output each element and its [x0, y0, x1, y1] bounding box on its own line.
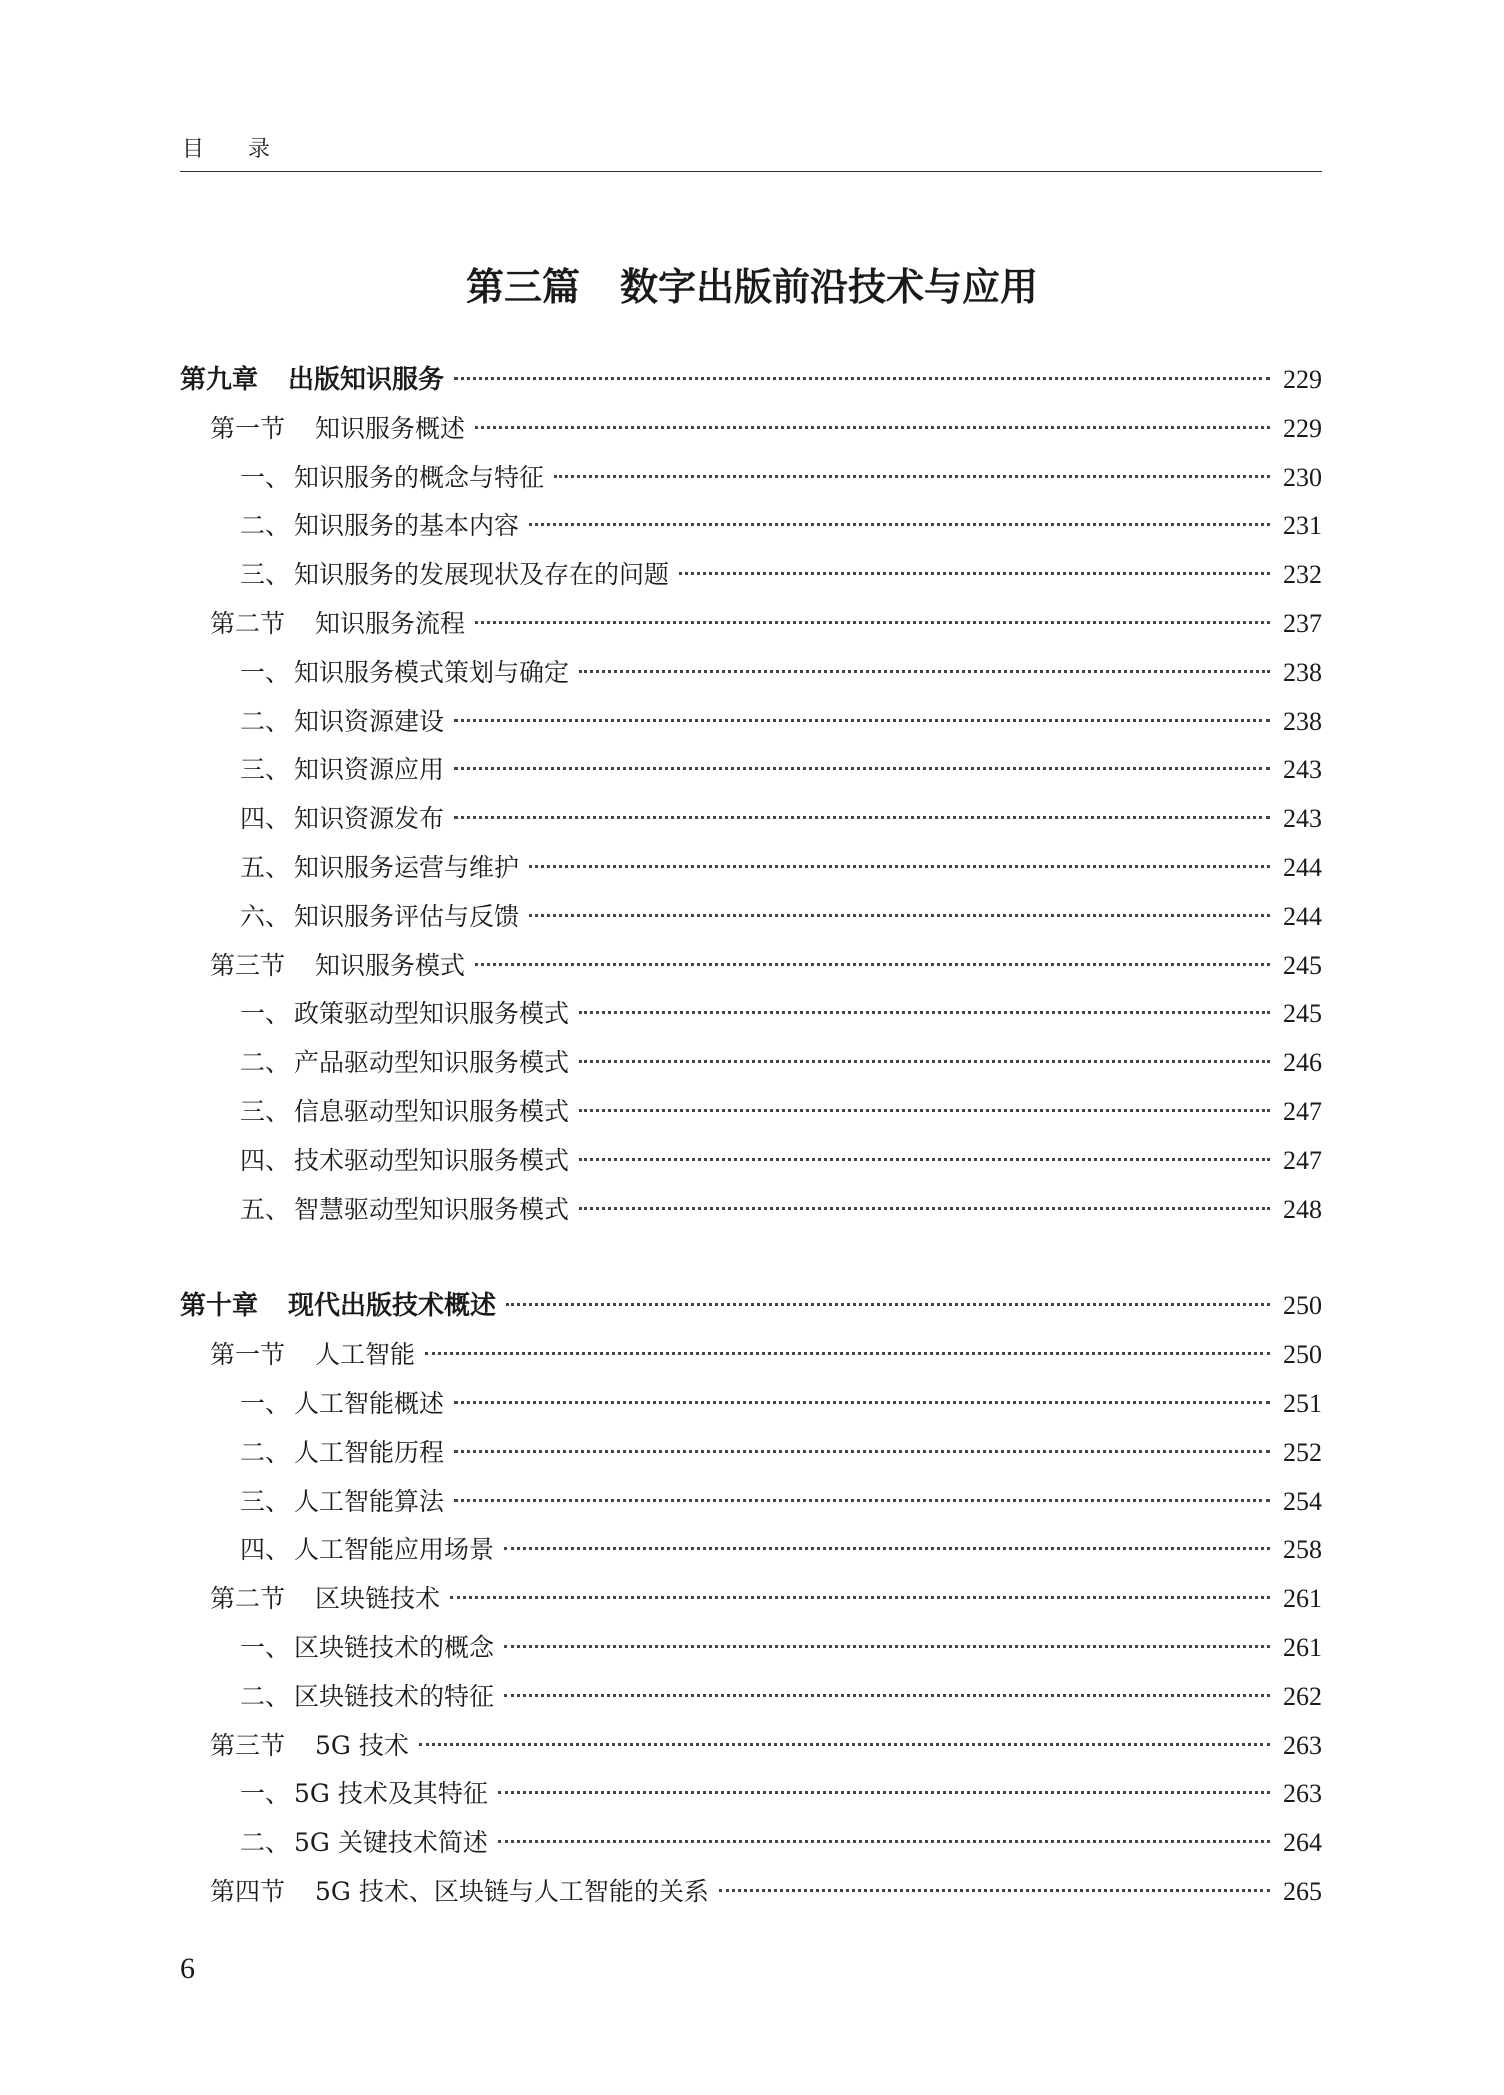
toc-entry-title: 产品驱动型知识服务模式: [294, 1048, 570, 1078]
toc-entry-number: 三、: [240, 755, 291, 785]
dot-leader: [475, 621, 1270, 624]
toc-entry-number: 二、: [240, 1681, 291, 1711]
dot-leader: [454, 377, 1270, 380]
header-rule: [180, 171, 1322, 172]
toc-subsection-entry: [180, 1137, 1322, 1186]
toc-entry-number: 第三节: [210, 950, 286, 980]
toc-entry-title: 5G 关键技术简述: [294, 1828, 488, 1858]
toc-entry-title: 知识资源应用: [294, 755, 445, 785]
toc-entry-number: 第二节: [210, 1584, 286, 1614]
dot-leader: [504, 1645, 1270, 1648]
toc-entry-page: 263: [1283, 1730, 1322, 1760]
toc-section-entry: [180, 1331, 1322, 1380]
toc-subsection-entry: [180, 454, 1322, 503]
dot-leader: [498, 1791, 1270, 1794]
toc-entry-title: 人工智能历程: [294, 1437, 445, 1467]
toc-entry-page: 245: [1283, 999, 1322, 1029]
toc-entry-page: 254: [1283, 1486, 1322, 1516]
dot-leader: [579, 1158, 1270, 1161]
toc-entry-number: 第十章: [180, 1291, 259, 1322]
toc-subsection-entry: [180, 1429, 1322, 1478]
toc-entry-title: 区块链技术: [315, 1584, 441, 1614]
toc-entry-number: 四、: [240, 1145, 291, 1175]
dot-leader: [454, 1499, 1270, 1502]
toc-entry-page: 237: [1283, 608, 1322, 638]
toc-subsection-entry: [180, 1088, 1322, 1137]
toc-entry-page: 262: [1283, 1681, 1322, 1711]
table-of-contents: [180, 356, 1322, 1917]
dot-leader: [554, 475, 1270, 478]
toc-entry-page: 251: [1283, 1388, 1322, 1418]
toc-subsection-entry: [180, 1673, 1322, 1722]
toc-entry-title: 人工智能应用场景: [294, 1535, 495, 1565]
toc-entry-title: 人工智能: [315, 1340, 416, 1370]
toc-entry-title: 知识资源建设: [294, 706, 445, 736]
toc-entry-number: 四、: [240, 1535, 291, 1565]
toc-entry-page: 252: [1283, 1437, 1322, 1467]
dot-leader: [529, 914, 1270, 917]
toc-entry-page: 246: [1283, 1048, 1322, 1078]
toc-entry-title: 人工智能算法: [294, 1486, 445, 1516]
toc-subsection-entry: [180, 1186, 1322, 1235]
toc-entry-page: 238: [1283, 657, 1322, 687]
toc-entry-title: 智慧驱动型知识服务模式: [294, 1194, 570, 1224]
toc-entry-number: 二、: [240, 706, 291, 736]
toc-entry-title: 区块链技术的特征: [294, 1681, 495, 1711]
toc-entry-page: 258: [1283, 1535, 1322, 1565]
toc-chapter-entry: [180, 356, 1322, 405]
toc-subsection-entry: [180, 844, 1322, 893]
dot-leader: [579, 1207, 1270, 1210]
toc-subsection-entry: [180, 990, 1322, 1039]
toc-section-entry: [180, 942, 1322, 991]
toc-section-entry: [180, 1575, 1322, 1624]
toc-entry-title: 知识服务评估与反馈: [294, 901, 520, 931]
toc-section-entry: [180, 405, 1322, 454]
toc-chapter-entry: [180, 1282, 1322, 1331]
toc-entry-page: 250: [1283, 1340, 1322, 1370]
toc-entry-page: 232: [1283, 560, 1322, 590]
toc-entry-page: 263: [1283, 1779, 1322, 1809]
dot-leader: [419, 1743, 1270, 1746]
toc-entry-title: 5G 技术、区块链与人工智能的关系: [315, 1876, 709, 1906]
toc-subsection-entry: [180, 1624, 1322, 1673]
toc-subsection-entry: [180, 1478, 1322, 1527]
toc-subsection-entry: [180, 649, 1322, 698]
toc-entry-number: 四、: [240, 804, 291, 834]
dot-leader: [579, 1011, 1270, 1014]
toc-section-entry: [180, 600, 1322, 649]
toc-entry-page: 245: [1283, 950, 1322, 980]
toc-entry-number: 五、: [240, 1194, 291, 1224]
toc-subsection-entry: [180, 502, 1322, 551]
dot-leader: [475, 963, 1270, 966]
toc-entry-number: 二、: [240, 511, 291, 541]
dot-leader: [475, 426, 1270, 429]
toc-subsection-entry: [180, 893, 1322, 942]
toc-entry-page: 238: [1283, 706, 1322, 736]
dot-leader: [529, 865, 1270, 868]
toc-subsection-entry: [180, 1039, 1322, 1088]
toc-entry-number: 第四节: [210, 1876, 286, 1906]
dot-leader: [504, 1547, 1270, 1550]
dot-leader: [719, 1889, 1270, 1892]
dot-leader: [579, 670, 1270, 673]
toc-entry-number: 一、: [240, 1388, 291, 1418]
toc-entry-number: 二、: [240, 1437, 291, 1467]
toc-entry-number: 二、: [240, 1828, 291, 1858]
toc-entry-number: 一、: [240, 999, 291, 1029]
toc-entry-number: 三、: [240, 560, 291, 590]
toc-entry-page: 250: [1283, 1291, 1322, 1321]
toc-subsection-entry: [180, 1380, 1322, 1429]
toc-entry-page: 229: [1283, 413, 1322, 443]
dot-leader: [454, 1450, 1270, 1453]
toc-entry-title: 知识服务流程: [315, 608, 466, 638]
toc-entry-number: 一、: [240, 1632, 291, 1662]
toc-entry-title: 信息驱动型知识服务模式: [294, 1096, 570, 1126]
dot-leader: [506, 1303, 1270, 1306]
dot-leader: [498, 1840, 1270, 1843]
toc-entry-page: 261: [1283, 1584, 1322, 1614]
dot-leader: [454, 767, 1270, 770]
toc-entry-page: 231: [1283, 511, 1322, 541]
dot-leader: [454, 719, 1270, 722]
toc-entry-title: 区块链技术的概念: [294, 1632, 495, 1662]
toc-subsection-entry: [180, 698, 1322, 747]
toc-entry-page: 248: [1283, 1194, 1322, 1224]
part-title-text: 数字出版前沿技术与应用: [620, 265, 1039, 309]
toc-entry-page: 244: [1283, 852, 1322, 882]
toc-entry-number: 第三节: [210, 1730, 286, 1760]
toc-entry-title: 5G 技术及其特征: [294, 1779, 488, 1809]
toc-entry-page: 244: [1283, 901, 1322, 931]
toc-entry-title: 政策驱动型知识服务模式: [294, 999, 570, 1029]
dot-leader: [450, 1596, 1270, 1599]
toc-subsection-entry: [180, 551, 1322, 600]
running-header: 目录: [182, 137, 315, 162]
toc-entry-title: 现代出版技术概述: [288, 1291, 497, 1322]
dot-leader: [579, 1060, 1270, 1063]
toc-entry-page: 264: [1283, 1828, 1322, 1858]
toc-entry-title: 知识服务概述: [315, 413, 466, 443]
dot-leader: [425, 1352, 1270, 1355]
dot-leader: [579, 1109, 1270, 1112]
toc-entry-title: 知识服务模式策划与确定: [294, 657, 570, 687]
toc-entry-title: 知识服务模式: [315, 950, 466, 980]
toc-entry-number: 六、: [240, 901, 291, 931]
toc-section-entry: [180, 1722, 1322, 1771]
toc-entry-number: 第二节: [210, 608, 286, 638]
toc-entry-title: 知识服务运营与维护: [294, 852, 520, 882]
toc-entry-title: 知识服务的概念与特征: [294, 462, 545, 492]
page-number: 6: [180, 1952, 195, 1985]
dot-leader: [454, 1401, 1270, 1404]
toc-subsection-entry: [180, 1770, 1322, 1819]
toc-entry-title: 出版知识服务: [288, 365, 445, 395]
toc-entry-title: 知识资源发布: [294, 804, 445, 834]
toc-subsection-entry: [180, 795, 1322, 844]
toc-subsection-entry: [180, 1819, 1322, 1868]
toc-entry-page: 229: [1283, 365, 1322, 394]
part-title: [0, 256, 1504, 311]
toc-entry-number: 一、: [240, 1779, 291, 1809]
toc-entry-title: 知识服务的基本内容: [294, 511, 520, 541]
toc-entry-title: 5G 技术: [315, 1730, 409, 1760]
toc-entry-number: 第九章: [180, 365, 259, 395]
toc-entry-number: 五、: [240, 852, 291, 882]
toc-entry-page: 247: [1283, 1096, 1322, 1126]
toc-entry-number: 三、: [240, 1096, 291, 1126]
toc-subsection-entry: [180, 1526, 1322, 1575]
toc-entry-page: 261: [1283, 1632, 1322, 1662]
part-number: 第三篇: [465, 265, 580, 309]
toc-entry-number: 第一节: [210, 1340, 286, 1370]
toc-entry-number: 二、: [240, 1048, 291, 1078]
toc-entry-number: 一、: [240, 657, 291, 687]
toc-section-entry: [180, 1868, 1322, 1917]
toc-entry-page: 247: [1283, 1145, 1322, 1175]
toc-entry-title: 技术驱动型知识服务模式: [294, 1145, 570, 1175]
toc-entry-page: 265: [1283, 1876, 1322, 1906]
toc-entry-number: 一、: [240, 462, 291, 492]
toc-entry-title: 知识服务的发展现状及存在的问题: [294, 560, 670, 590]
toc-entry-number: 第一节: [210, 413, 286, 443]
dot-leader: [454, 816, 1270, 819]
dot-leader: [529, 523, 1270, 526]
toc-entry-page: 230: [1283, 462, 1322, 492]
toc-subsection-entry: [180, 746, 1322, 795]
toc-entry-page: 243: [1283, 804, 1322, 834]
toc-entry-page: 243: [1283, 755, 1322, 785]
dot-leader: [504, 1694, 1270, 1697]
dot-leader: [679, 572, 1270, 575]
toc-entry-number: 三、: [240, 1486, 291, 1516]
toc-entry-title: 人工智能概述: [294, 1388, 445, 1418]
